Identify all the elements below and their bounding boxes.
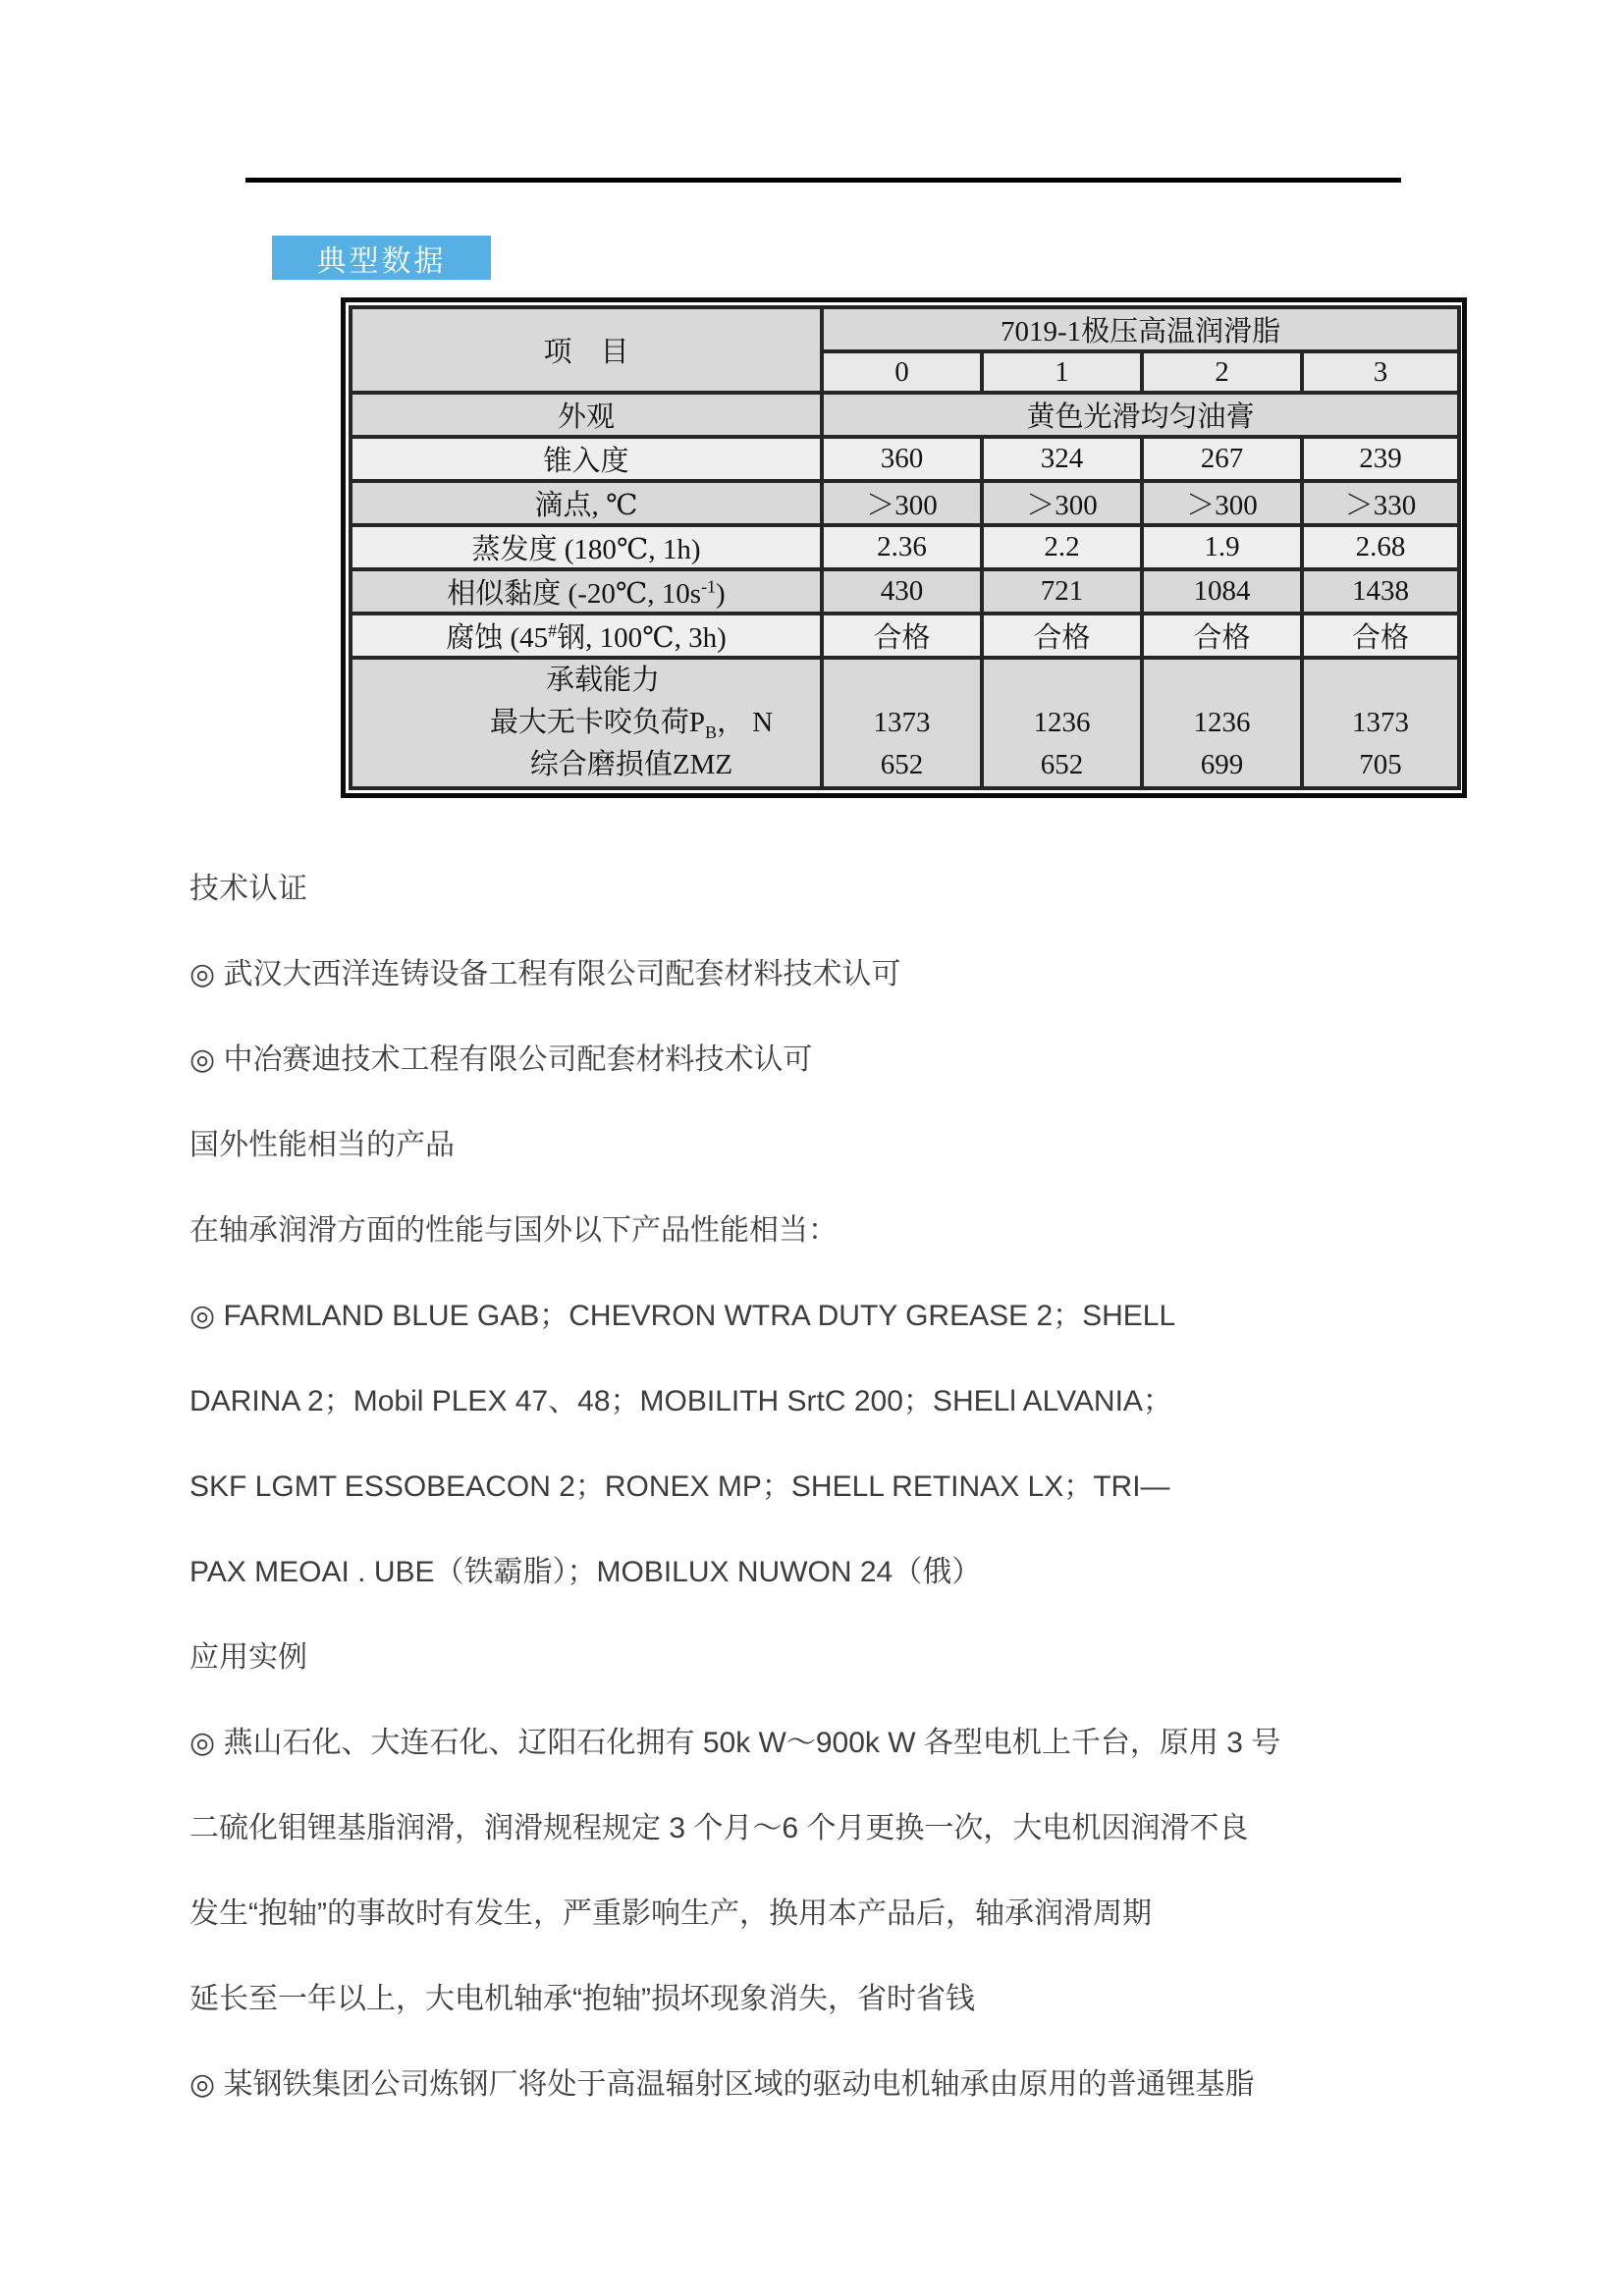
row-value: 360 xyxy=(822,437,982,481)
top-divider-rule xyxy=(245,178,1401,183)
paragraph-line: 发生“抱轴”的事故时有发生，严重影响生产，换用本产品后，轴承润滑周期 xyxy=(189,1896,1152,1930)
row-value: ＞300 xyxy=(1142,481,1302,525)
paragraph-line: PAX MEOAI . UBE（铁霸脂）；MOBILUX NUWON 24（俄） xyxy=(189,1555,982,1588)
row-value: 合格 xyxy=(1142,614,1302,658)
table-header-item: 项 目 xyxy=(351,307,822,393)
grade-col-3: 3 xyxy=(1302,351,1459,393)
section-badge-label: 典型数据 xyxy=(316,244,447,278)
row-value: 合格 xyxy=(982,614,1142,658)
bullet-item: ◎ 武汉大西洋连铸设备工程有限公司配套材料技术认可 xyxy=(189,957,901,990)
heading-equivalent-foreign-products: 国外性能相当的产品 xyxy=(189,1128,455,1161)
row-label-dropping-point: 滴点, ℃ xyxy=(351,481,822,525)
row-value: 430 xyxy=(822,569,982,614)
row-label-appearance: 外观 xyxy=(351,393,822,437)
row-value: 239 xyxy=(1302,437,1459,481)
row-label-penetration: 锥入度 xyxy=(351,437,822,481)
row-value: 合格 xyxy=(822,614,982,658)
heading-application-examples: 应用实例 xyxy=(189,1640,307,1674)
grade-col-1: 1 xyxy=(982,351,1142,393)
typical-data-table-wrapper xyxy=(341,297,1467,798)
row-value: 721 xyxy=(982,569,1142,614)
row-value: 1084 xyxy=(1142,569,1302,614)
paragraph-line: 延长至一年以上，大电机轴承“抱轴”损坏现象消失，省时省钱 xyxy=(189,1982,975,2015)
row-value: ＞330 xyxy=(1302,481,1459,525)
row-label-load-capacity xyxy=(351,658,822,788)
row-value: 2.2 xyxy=(982,525,1142,569)
paragraph-line: SKF LGMT ESSOBEACON 2；RONEX MP；SHELL RETINAX LX；TRI— xyxy=(189,1469,1170,1503)
row-value: 1373 705 xyxy=(1302,658,1459,788)
section-badge-typical-data xyxy=(272,236,491,280)
row-value: ＞300 xyxy=(982,481,1142,525)
bullet-item: ◎ FARMLAND BLUE GAB；CHEVRON WTRA DUTY GREASE 2；SHELL xyxy=(189,1299,1176,1332)
bullet-item: ◎ 燕山石化、大连石化、辽阳石化拥有 50k W～900k W 各型电机上千台，原用 3 号 xyxy=(189,1726,1281,1759)
load-capacity-sub2-label: 综合磨损值ZMZ xyxy=(529,749,733,780)
row-label-evaporation: 蒸发度 (180℃, 1h) xyxy=(351,525,822,569)
typical-data-table xyxy=(349,305,1461,790)
row-value: 324 xyxy=(982,437,1142,481)
bullet-item: ◎ 中冶赛迪技术工程有限公司配套材料技术认可 xyxy=(189,1042,813,1076)
heading-tech-certification: 技术认证 xyxy=(189,872,307,905)
row-value: 1373 652 xyxy=(822,658,982,788)
row-value: 1236 652 xyxy=(982,658,1142,788)
load-capacity-sub1-label: 最大无卡咬负荷$P_B$， N xyxy=(489,707,774,742)
row-label-corrosion: 腐蚀 (45#钢, 100℃, 3h) xyxy=(351,614,822,658)
row-label-apparent-viscosity: 相似黏度 (-20℃, $10s^{-1}$) xyxy=(351,569,822,614)
body-text xyxy=(189,842,1505,2123)
row-value: 1.9 xyxy=(1142,525,1302,569)
bullet-item: ◎ 某钢铁集团公司炼钢厂将处于高温辐射区域的驱动电机轴承由原用的普通锂基脂 xyxy=(189,2067,1255,2101)
row-value: 合格 xyxy=(1302,614,1459,658)
paragraph-line: 在轴承润滑方面的性能与国外以下产品性能相当： xyxy=(189,1213,838,1247)
table-header-product: 7019-1极压高温润滑脂 xyxy=(822,307,1459,351)
grade-col-0: 0 xyxy=(822,351,982,393)
row-value: ＞300 xyxy=(822,481,982,525)
paragraph-line: 二硫化钼锂基脂润滑，润滑规程规定 3 个月～6 个月更换一次，大电机因润滑不良 xyxy=(189,1811,1249,1844)
row-value: 1236 699 xyxy=(1142,658,1302,788)
grade-col-2: 2 xyxy=(1142,351,1302,393)
row-value: 267 xyxy=(1142,437,1302,481)
row-value: 2.68 xyxy=(1302,525,1459,569)
paragraph-line: DARINA 2；Mobil PLEX 47、48；MOBILITH SrtC 200；SHELl ALVANIA； xyxy=(189,1384,1172,1417)
row-value: 1438 xyxy=(1302,569,1459,614)
row-value-appearance: 黄色光滑均匀油膏 xyxy=(822,393,1459,437)
load-capacity-title: 承载能力 xyxy=(545,665,660,696)
row-value: 2.36 xyxy=(822,525,982,569)
